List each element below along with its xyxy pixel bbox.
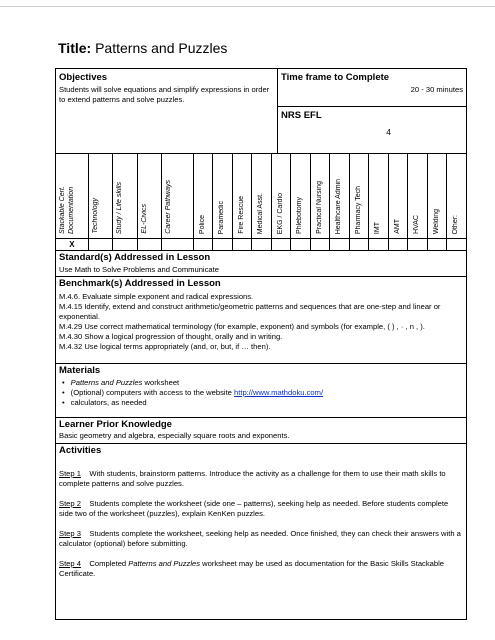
category-mark-cell [427, 239, 447, 250]
category-label: Stackable Cert. Documentation [59, 186, 75, 234]
category-label: Fire Rescue [237, 196, 245, 234]
category-label: Study / Life skills [116, 181, 124, 234]
row-divider-3 [56, 250, 466, 251]
materials-item-prefix: (Optional) computers with access to the website [70, 388, 235, 397]
title-label: Title: [58, 40, 92, 56]
activities-heading: Activities [59, 445, 102, 456]
prior-text: Basic geometry and algebra, especially square roots and exponents. [59, 431, 290, 440]
category-mark-cell [368, 239, 388, 250]
category-column [212, 154, 232, 238]
step-text-title: Patterns and Puzzles [128, 559, 201, 568]
category-label: Police [198, 214, 206, 234]
category-column [271, 154, 291, 238]
benchmark-item: M.4.32 Use logical terms appropriately (and, or, but, if … then). [59, 342, 271, 351]
title-text: Patterns and Puzzles [95, 40, 228, 56]
step-label: Step 3 [59, 529, 81, 538]
timeframe-value: 20 - 30 minutes [410, 85, 463, 94]
materials-item-text: • calculators, as needed [70, 398, 147, 407]
category-column [193, 154, 213, 238]
step-text: Students complete the worksheet, seeking help as needed. Once finished, they can check their answers with a calculator (optional) before submitting. [59, 529, 461, 548]
category-label: AMT [393, 219, 401, 234]
category-column [368, 154, 388, 238]
category-mark-cell [407, 239, 427, 250]
activity-step [59, 469, 461, 489]
objectives-divider [277, 69, 278, 153]
step-label: Step 1 [59, 469, 81, 478]
category-label: Welding [432, 208, 440, 234]
nrs-cell [281, 110, 463, 137]
category-mark-cell [193, 239, 213, 250]
prior-knowledge-cell [59, 419, 461, 441]
category-marks [56, 239, 466, 250]
category-mark-cell [137, 239, 161, 250]
category-column [88, 154, 112, 238]
step-text-post: worksheet may be used as documentation for the Basic Skills Stackable Certificate. [59, 559, 444, 578]
benchmark-item: M.4.15 Identify, extend and construct arithmetic/geometric patterns and sequences that are one-step and linear or exponential. [59, 302, 441, 321]
step-label: Step 4 [59, 559, 81, 568]
standards-text: Use Math to Solve Problems and Communicate [59, 265, 219, 274]
row-divider-5 [56, 363, 466, 364]
benchmark-item: M.4.30 Show a logical progression of thought, orally and in writing. [59, 332, 283, 341]
category-mark-cell [88, 239, 112, 250]
category-mark-cell [349, 239, 369, 250]
nrs-value: 4 [386, 127, 391, 137]
category-column [427, 154, 447, 238]
category-column [388, 154, 408, 238]
benchmark-item: M.4.6. Evaluate simple exponent and radical expressions. [59, 292, 254, 301]
category-mark-cell [112, 239, 136, 250]
activity-step [59, 529, 461, 549]
activity-step [59, 499, 461, 519]
step-text-pre: Completed [89, 559, 129, 568]
category-mark-cell [161, 239, 193, 250]
category-column [310, 154, 330, 238]
objectives-cell [59, 72, 273, 105]
mathdoku-link[interactable]: http://www.mathdoku.com/ [234, 388, 324, 397]
objectives-heading: Objectives [59, 72, 108, 83]
category-mark-cell [446, 239, 466, 250]
top-rule [0, 6, 495, 7]
prior-heading: Learner Prior Knowledge [59, 419, 172, 430]
materials-item [62, 398, 461, 408]
materials-item-suffix: worksheet [142, 378, 180, 387]
row-divider-6 [56, 417, 466, 418]
lesson-table [55, 68, 467, 620]
category-label: Medical Asst. [257, 192, 265, 234]
row-divider-4 [56, 276, 466, 277]
benchmark-item: M.4.29 Use correct mathematical terminology (for example, exponent) and symbols (for example, ( ) , · , n , ). [59, 322, 425, 331]
nrs-heading: NRS EFL [281, 110, 322, 121]
materials-item [62, 378, 461, 388]
category-column [56, 154, 88, 238]
materials-item [62, 388, 461, 398]
benchmarks-cell [59, 278, 461, 352]
category-columns [56, 154, 466, 238]
category-mark: X [69, 240, 75, 249]
category-label: Other: [452, 214, 460, 234]
category-column [112, 154, 136, 238]
standards-heading: Standard(s) Addressed in Lesson [59, 252, 211, 263]
category-column [329, 154, 349, 238]
category-label: Healthcare Admin [335, 178, 343, 234]
category-label: Practical Nursing [315, 181, 323, 234]
timeframe-divider [277, 106, 466, 107]
category-mark-cell [310, 239, 330, 250]
materials-item-title: Patterns and Puzzles [70, 378, 143, 387]
category-column [161, 154, 193, 238]
category-label: Pharmacy Tech [354, 185, 362, 234]
step-text: Students complete the worksheet (side one – patterns), seeking help as needed. Before students complete side two of the worksheet (puzzles), explain KenKen puzzles. [59, 499, 449, 518]
category-label: EL-Civics [140, 204, 148, 234]
activity-step [59, 559, 461, 579]
objectives-text: Students will solve equations and simplify expressions in order to extend patterns and solve puzzles. [59, 85, 270, 104]
category-label: HVAC [413, 215, 421, 234]
category-label: Career Pathways [164, 180, 172, 234]
category-label: EKG / Cardio [276, 192, 284, 234]
benchmarks-heading: Benchmark(s) Addressed in Lesson [59, 278, 221, 289]
materials-cell [59, 365, 461, 408]
category-label: Technology [91, 198, 99, 234]
category-label: Paramedic [218, 200, 226, 234]
category-mark-cell [329, 239, 349, 250]
page-title [58, 40, 227, 56]
standards-cell [59, 252, 461, 275]
category-column [446, 154, 466, 238]
category-column [349, 154, 369, 238]
category-column [290, 154, 310, 238]
category-mark-cell [290, 239, 310, 250]
category-mark-cell [271, 239, 291, 250]
category-column [137, 154, 161, 238]
row-divider-7 [56, 443, 466, 444]
step-text: With students, brainstorm patterns. Introduce the activity as a challenge for them to use their math skills to complete patterns and solve puzzles. [59, 469, 446, 488]
category-mark-cell [232, 239, 252, 250]
category-column [407, 154, 427, 238]
category-column [232, 154, 252, 238]
category-label: Phlebotomy [296, 197, 304, 234]
category-mark-cell [251, 239, 271, 250]
category-mark-cell [388, 239, 408, 250]
activities-cell [59, 445, 461, 579]
category-column [251, 154, 271, 238]
materials-heading: Materials [59, 365, 101, 376]
step-label: Step 2 [59, 499, 81, 508]
category-mark-cell [212, 239, 232, 250]
category-label: IMT [374, 221, 382, 234]
timeframe-heading: Time frame to Complete [281, 72, 390, 83]
category-mark-cell [56, 239, 88, 250]
timeframe-cell [281, 72, 463, 95]
